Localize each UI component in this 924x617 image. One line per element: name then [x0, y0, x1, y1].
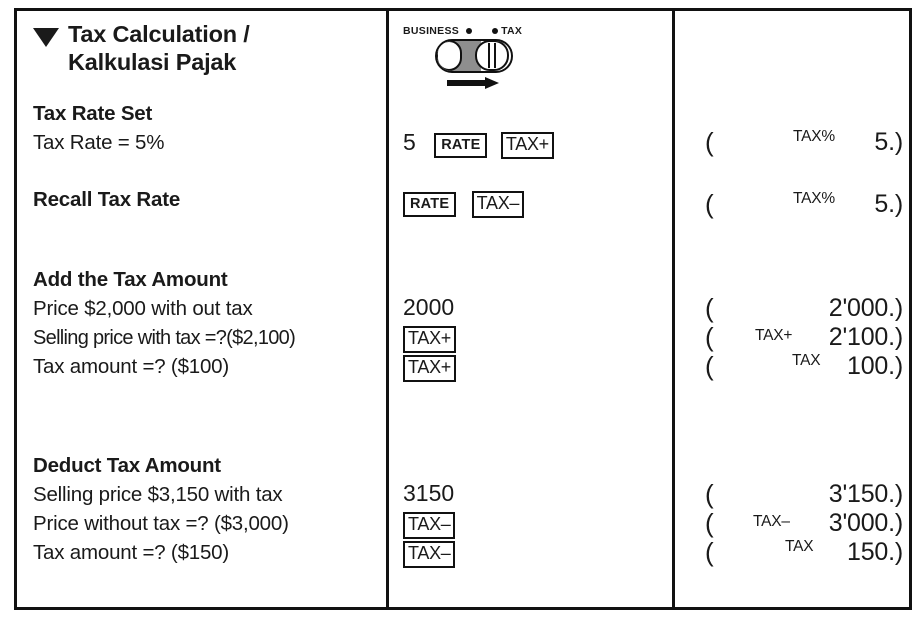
display-value-3000: 3'000.): [828, 509, 903, 537]
display-value-100: 100.): [847, 352, 903, 380]
arrow-shaft: [447, 80, 487, 86]
key-button-tax-plus-1[interactable]: TAX+: [403, 326, 456, 353]
key-button-tax-plus-2[interactable]: TAX+: [403, 355, 456, 382]
page-title: [68, 20, 250, 76]
desc-tax-amount-deduct: Tax amount =? ($150): [33, 541, 229, 564]
keys-row-add-taxplus-2: [403, 355, 456, 382]
switch-dot-tax: [492, 28, 498, 34]
arrow-head: [485, 77, 499, 89]
display-row-taxamount-150: [675, 535, 915, 569]
display-value-2000: 2'000.): [828, 294, 903, 322]
desc-tax-rate-value: Tax Rate = 5%: [33, 131, 165, 154]
key-entry-5: 5: [403, 129, 416, 155]
desc-selling-price-3150: Selling price $3,150 with tax: [33, 483, 283, 506]
display-open-paren: (: [705, 322, 714, 352]
keys-row-tax-rate-set: [403, 129, 554, 159]
switch-dot-business: [466, 28, 472, 34]
display-row-taxamount-100: [675, 349, 915, 383]
display-open-paren: (: [705, 293, 714, 323]
switch-left-cap: [436, 40, 462, 71]
display-open-paren: (: [705, 537, 714, 567]
desc-selling-price-with-tax: Selling price with tax =?($2,100): [33, 327, 296, 349]
description-column: [17, 11, 386, 607]
switch-labels: [403, 25, 553, 37]
title-row: [33, 20, 382, 76]
display-value-2100: 2'100.): [828, 323, 903, 351]
display-open-paren: (: [705, 189, 714, 219]
switch-track[interactable]: [435, 39, 513, 73]
display-annotation-taxpct-recall: TAX%: [793, 190, 835, 207]
section-heading-deduct-tax: Deduct Tax Amount: [33, 454, 221, 477]
key-button-rate-set[interactable]: RATE: [434, 133, 487, 158]
keys-row-add-taxplus-1: [403, 326, 456, 353]
right-arrow-icon: [447, 77, 499, 89]
desc-price-without-tax-3000: Price without tax =? ($3,000): [33, 512, 289, 535]
display-annotation-tax-2: TAX: [785, 538, 814, 555]
section-heading-recall-tax-rate: Recall Tax Rate: [33, 188, 181, 211]
triangle-down-icon: [33, 28, 59, 47]
switch-label-business: BUSINESS: [403, 25, 460, 37]
key-button-tax-plus-set[interactable]: TAX+: [501, 132, 554, 159]
key-entry-2000: 2000: [403, 294, 455, 320]
key-button-tax-minus-1[interactable]: TAX–: [403, 512, 455, 539]
business-tax-switch[interactable]: [403, 25, 553, 89]
desc-tax-amount-add: Tax amount =? ($100): [33, 355, 229, 378]
switch-knob[interactable]: [475, 40, 509, 71]
key-button-tax-minus-2[interactable]: TAX–: [403, 541, 455, 568]
display-row-tax-rate-set: [675, 125, 915, 159]
display-column: [675, 11, 915, 607]
key-button-rate-recall[interactable]: RATE: [403, 192, 456, 217]
display-value-recall-tax-rate: 5.): [874, 190, 903, 218]
display-annotation-taxminus: TAX–: [753, 513, 790, 530]
keys-column: [389, 11, 672, 607]
display-row-recall-tax-rate: [675, 187, 915, 221]
keys-row-recall-tax-rate: [403, 191, 524, 218]
keys-row-deduct-taxminus-1: [403, 512, 455, 539]
display-annotation-taxplus: TAX+: [755, 327, 793, 344]
desc-price-without-tax: Price $2,000 with out tax: [33, 297, 253, 320]
section-heading-tax-rate-set: Tax Rate Set: [33, 102, 153, 125]
table-frame: [14, 8, 912, 610]
display-value-3150: 3'150.): [828, 480, 903, 508]
key-button-tax-minus-recall[interactable]: TAX–: [472, 191, 524, 218]
display-annotation-taxpct-set: TAX%: [793, 128, 835, 145]
switch-label-tax: TAX: [501, 25, 523, 37]
page-title-line1: Tax Calculation /: [68, 21, 250, 47]
display-value-tax-rate-set: 5.): [874, 128, 903, 156]
display-open-paren: (: [705, 127, 714, 157]
display-annotation-tax-1: TAX: [792, 352, 821, 369]
title-block: [33, 15, 382, 76]
key-entry-3150: 3150: [403, 480, 455, 506]
display-open-paren: (: [705, 479, 714, 509]
display-open-paren: (: [705, 508, 714, 538]
page-title-line2: Kalkulasi Pajak: [68, 49, 237, 75]
keys-row-deduct-taxminus-2: [403, 541, 455, 568]
section-heading-add-tax: Add the Tax Amount: [33, 268, 228, 291]
display-value-150: 150.): [847, 538, 903, 566]
display-open-paren: (: [705, 351, 714, 381]
